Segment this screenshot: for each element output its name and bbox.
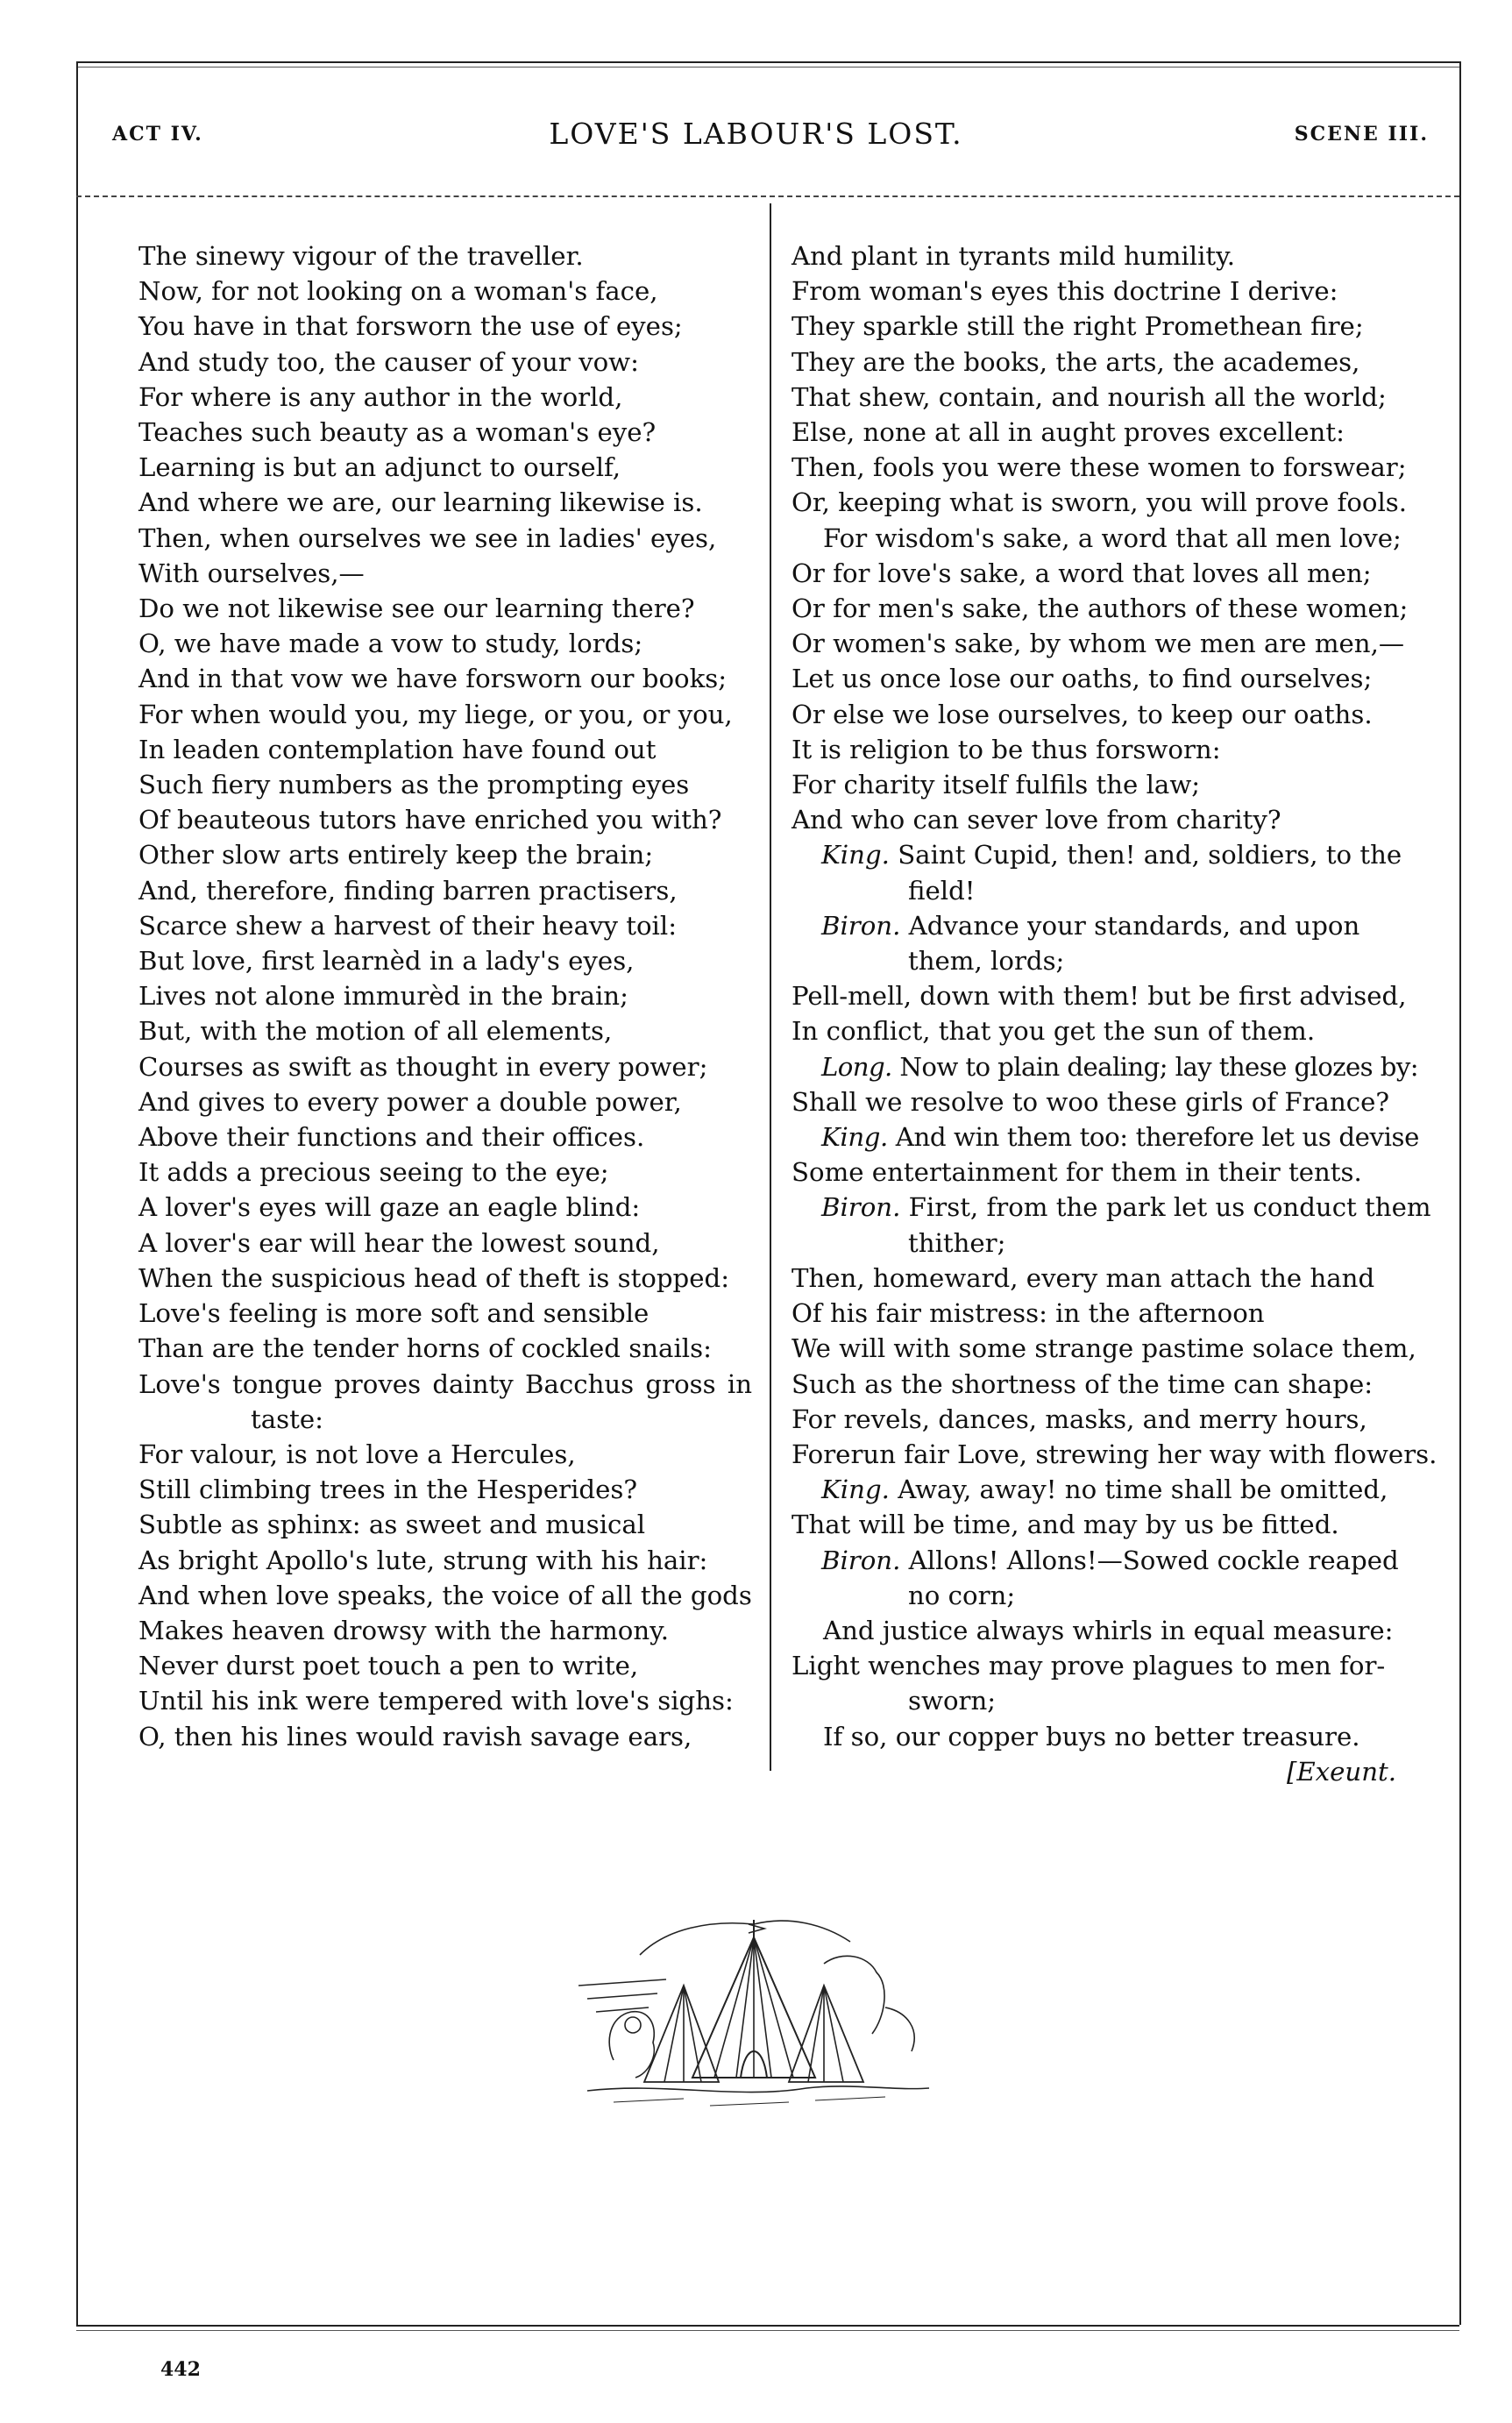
speech-text: First, from the park let us conduct them xyxy=(908,1192,1431,1223)
verse-line: Teaches such beauty as a woman's eye? xyxy=(138,417,657,448)
left-column xyxy=(138,238,752,1754)
verse-line: Then, when ourselves we see in ladies' eyes, xyxy=(138,522,717,553)
verse-line-continuation: sworn; xyxy=(908,1686,997,1716)
verse-line: For wisdom's sake, a word that all men love; xyxy=(823,522,1402,553)
speech-text: Advance your standards, and upon xyxy=(908,910,1360,941)
verse-line: Love's feeling is more soft and sensible xyxy=(138,1298,650,1329)
cloud-stroke xyxy=(640,1921,850,1955)
verse-line: As bright Apollo's lute, strung with his hair: xyxy=(138,1545,708,1575)
verse-line: Or else we lose ourselves, to keep our oaths. xyxy=(791,699,1373,729)
verse-line: Or, keeping what is sworn, you will prove fools. xyxy=(791,487,1408,518)
verse-line: In conflict, that you get the sun of them. xyxy=(791,1016,1316,1047)
verse-line: And in that vow we have forsworn our books; xyxy=(138,664,728,694)
header-scene: SCENE III. xyxy=(1294,123,1429,146)
column-divider xyxy=(770,203,771,1771)
verse-line: That will be time, and may by us be fitted. xyxy=(791,1510,1339,1540)
verse-line: Subtle as sphinx: as sweet and musical xyxy=(138,1510,646,1540)
verse-line: Above their functions and their offices. xyxy=(138,1122,645,1153)
bottom-border-rule-inner xyxy=(76,2330,1459,2331)
header-act: ACT IV. xyxy=(112,123,203,146)
tent-flag xyxy=(749,1924,764,1933)
tent-stripes xyxy=(714,1937,793,2078)
verse-line: Now, for not looking on a woman's face, xyxy=(138,276,658,307)
animal-figure xyxy=(609,2012,654,2078)
verse-line: For valour, is not love a Hercules, xyxy=(138,1439,576,1469)
speech-text: Saint Cupid, then! and, soldiers, to the xyxy=(898,840,1402,870)
animal-head xyxy=(625,2017,641,2033)
verse-line: Never durst poet touch a pen to write, xyxy=(138,1651,639,1681)
speech-text: Allons! Allons!—Sowed cockle reaped xyxy=(908,1545,1399,1575)
verse-line: Lives not alone immurèd in the brain; xyxy=(138,981,628,1012)
verse-line: Scarce shew a harvest of their heavy toil: xyxy=(138,910,678,941)
page-number: 442 xyxy=(160,2358,201,2381)
speech-line xyxy=(791,837,1400,872)
verse-line: Forerun fair Love, strewing her way with flowers. xyxy=(791,1439,1437,1469)
speaker-name: King. xyxy=(821,1122,888,1153)
speech-line xyxy=(791,1049,1418,1084)
verse-line: Else, none at all in aught proves excellent: xyxy=(791,417,1345,448)
verse-line: Or for men's sake, the authors of these women; xyxy=(791,593,1409,624)
speech-text: Now to plain dealing; lay these glozes by: xyxy=(899,1051,1418,1082)
verse-line: If so, our copper buys no better treasure. xyxy=(823,1721,1360,1752)
stage-direction-exeunt: [Exeunt. xyxy=(1286,1756,1396,1787)
verse-line: A lover's ear will hear the lowest sound, xyxy=(138,1227,660,1258)
tree-right-small xyxy=(885,2007,914,2051)
verse-line: We will with some strange pastime solace them, xyxy=(791,1333,1416,1364)
verse-line: Do we not likewise see our learning there? xyxy=(138,593,695,624)
left-tent-stripes xyxy=(664,1986,701,2082)
right-column xyxy=(791,238,1437,1789)
verse-line: Learning is but an adjunct to ourself, xyxy=(138,452,621,483)
verse-line: Still climbing trees in the Hesperides? xyxy=(138,1474,637,1505)
verse-line: Such as the shortness of the time can shape: xyxy=(791,1368,1374,1399)
verse-line-continuation: field! xyxy=(908,875,976,906)
verse-line: Then, homeward, every man attach the hand xyxy=(791,1262,1375,1293)
verse-line: For when would you, my liege, or you, or you, xyxy=(138,699,733,729)
header-rule xyxy=(76,195,1459,197)
verse-line: And, therefore, finding barren practisers, xyxy=(138,875,678,906)
verse-line: Or for love's sake, a word that loves all men; xyxy=(791,558,1372,588)
ground-hatching xyxy=(614,2097,885,2106)
verse-line: And plant in tyrants mild humility. xyxy=(791,241,1236,271)
verse-line: Let us once lose our oaths, to find ourselves; xyxy=(791,664,1373,694)
speaker-name: Biron. xyxy=(821,910,901,941)
verse-line: Courses as swift as thought in every power; xyxy=(138,1051,708,1082)
verse-line: And justice always whirls in equal measure: xyxy=(823,1615,1394,1645)
verse-line: In leaden contemplation have found out xyxy=(138,734,657,764)
verse-line: Some entertainment for them in their tents. xyxy=(791,1157,1362,1188)
verse-line: Then, fools you were these women to forswear; xyxy=(791,452,1407,483)
verse-line: Love's tongue proves dainty Bacchus gross in xyxy=(138,1368,752,1399)
verse-line: Shall we resolve to woo these girls of France? xyxy=(791,1086,1390,1117)
speaker-name: Long. xyxy=(821,1051,892,1082)
speech-line xyxy=(791,908,1400,943)
verse-line: But love, first learnèd in a lady's eyes, xyxy=(138,946,635,977)
verse-line-continuation: thither; xyxy=(908,1227,1006,1258)
verse-line: Of his fair mistress: in the afternoon xyxy=(791,1298,1265,1329)
verse-line: A lover's eyes will gaze an eagle blind: xyxy=(138,1192,641,1223)
speech-text: Away, away! no time shall be omitted, xyxy=(898,1474,1388,1505)
speech-text: And win them too: therefore let us devise xyxy=(895,1122,1419,1153)
bottom-border-rule xyxy=(76,2325,1459,2327)
verse-line-continuation: no corn; xyxy=(908,1580,1016,1610)
header-title: LOVE'S LABOUR'S LOST. xyxy=(549,117,963,151)
verse-line: But, with the motion of all elements, xyxy=(138,1016,613,1047)
verse-line: It adds a precious seeing to the eye; xyxy=(138,1157,609,1188)
verse-line: For where is any author in the world, xyxy=(138,381,623,412)
verse-line: Pell-mell, down with them! but be first advised, xyxy=(791,981,1407,1012)
verse-line: They are the books, the arts, the academes, xyxy=(791,346,1360,377)
verse-line: That shew, contain, and nourish all the world; xyxy=(791,381,1387,412)
verse-line: And study too, the causer of your vow: xyxy=(138,346,639,377)
verse-line: And who can sever love from charity? xyxy=(791,805,1281,835)
verse-line: Makes heaven drowsy with the harmony. xyxy=(138,1615,670,1645)
verse-line: Other slow arts entirely keep the brain; xyxy=(138,840,654,870)
speech-line xyxy=(791,1190,1431,1225)
speaker-name: King. xyxy=(821,1474,890,1505)
verse-line-continuation: them, lords; xyxy=(908,946,1065,977)
verse-line: For charity itself fulfils the law; xyxy=(791,770,1201,800)
right-tent-stripes xyxy=(808,1986,843,2082)
verse-line: They sparkle still the right Promethean fire; xyxy=(791,311,1364,342)
verse-line: Than are the tender horns of cockled snails: xyxy=(138,1333,712,1364)
verse-line: Of beauteous tutors have enriched you with? xyxy=(138,805,722,835)
verse-line: O, then his lines would ravish savage ears, xyxy=(138,1721,692,1752)
verse-line: When the suspicious head of theft is stopped: xyxy=(138,1262,730,1293)
speaker-name: Biron. xyxy=(821,1545,901,1575)
verse-line-continuation: taste: xyxy=(251,1403,323,1434)
verse-line: Until his ink were tempered with love's sighs: xyxy=(138,1686,734,1716)
verse-line: For revels, dances, masks, and merry hours, xyxy=(791,1403,1367,1434)
verse-line: And gives to every power a double power, xyxy=(138,1086,682,1117)
verse-line: You have in that forsworn the use of eyes; xyxy=(138,311,683,342)
speech-line xyxy=(791,1472,1400,1507)
verse-line: O, we have made a vow to study, lords; xyxy=(138,629,643,659)
verse-line: Such fiery numbers as the prompting eyes xyxy=(138,770,690,800)
verse-line: Or women's sake, by whom we men are men,— xyxy=(791,629,1405,659)
tent-vignette-illustration xyxy=(561,1902,947,2121)
speaker-name: King. xyxy=(821,840,890,870)
verse-line: And when love speaks, the voice of all the gods xyxy=(138,1580,752,1610)
speech-line xyxy=(791,1543,1400,1578)
speech-line xyxy=(791,1119,1419,1155)
verse-line: Light wenches may prove plagues to men for- xyxy=(791,1651,1386,1681)
verse-line: It is religion to be thus forsworn: xyxy=(791,734,1221,764)
ground-line xyxy=(587,2086,929,2093)
verse-line: And where we are, our learning likewise is. xyxy=(138,487,703,518)
sky-hatching xyxy=(579,1979,666,2012)
verse-line: The sinewy vigour of the traveller. xyxy=(138,241,584,271)
tree-right xyxy=(824,1956,884,2034)
verse-line: From woman's eyes this doctrine I derive: xyxy=(791,276,1338,307)
speaker-name: Biron. xyxy=(821,1192,901,1223)
verse-line: With ourselves,— xyxy=(138,558,365,588)
